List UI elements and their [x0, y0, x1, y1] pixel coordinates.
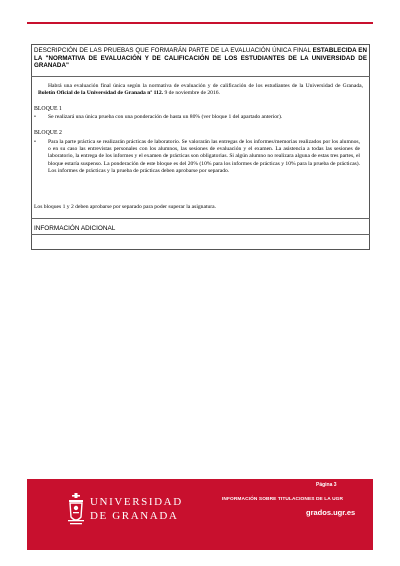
bloque2-bullet-text: Para la parte práctica se realizarán prácticas de laboratorio. Se valorarán las entregas de los informes/memorias realizados por los alumnos, o en su caso las entrevistas personales con los alumnos, las sesiones de evaluación y el examen. La asistencia a todas las sesiones de laboratorio, la entrega de los informes y el examen de prácticas son obligatorias. Si algún alumno no realizara alguna de estas tres partes, el bloque estaría suspenso. La ponderación de este bloque es del 20% (10% para los informes de prácticas y 10% para la prueba de prácticas). Los informes de prácticas y la prueba de prácticas deben aprobarse por separado. — [48, 139, 360, 174]
intro-paragraph — [38, 83, 363, 97]
section-divider — [31, 234, 370, 235]
bloque1-bullet-item — [34, 114, 360, 121]
bloque1-label: BLOQUE 1 — [34, 106, 62, 112]
section-title — [34, 47, 367, 70]
closing-paragraph: Los bloques 1 y 2 deben aprobarse por separado para poder superar la asignatura. — [34, 204, 217, 210]
bloque1-bullet-text: Se realizará una única prueba con una ponderación de hasta un 80% (ver bloque 1 del apartado anterior). — [48, 114, 283, 120]
section-title-line1: DESCRIPCIÓN DE LAS PRUEBAS QUE FORMARÁN PARTE DE LA EVALUACIÓN ÚNICA FINAL — [34, 47, 311, 54]
grados-link[interactable]: grados.ugr.es — [306, 508, 356, 517]
section-divider — [31, 218, 370, 219]
intro-date: 9 de noviembre de 2016. — [163, 90, 220, 97]
page-number: Página 3 — [316, 482, 337, 488]
intro-text: Habrá una evaluación final única según la normativa de evaluación y de calificación de los estudiantes de la Universidad de Granada, — [48, 83, 363, 89]
university-name-line2: DE GRANADA — [90, 510, 179, 522]
top-red-rule — [27, 22, 373, 24]
info-adicional-title: INFORMACIÓN ADICIONAL — [34, 225, 116, 232]
university-name-line1: UNIVERSIDAD — [90, 496, 183, 508]
university-crest-icon — [66, 493, 86, 527]
bullet-icon: • — [34, 114, 36, 120]
section-title-line2: ESTABLECIDA EN LA "NORMATIVA DE EVALUACIÓN Y DE CALIFICACIÓN DE LOS ESTUDIANTES DE LA UNIVERSIDAD DE GRANADA" — [34, 47, 367, 70]
bloque2-bullet-item — [34, 139, 360, 175]
bloque2-label: BLOQUE 2 — [34, 130, 62, 136]
footer-info-line: INFORMACIÓN SOBRE TITULACIONES DE LA UGR — [222, 497, 344, 502]
intro-bold-reference: Boletín Oficial de la Universidad de Granada nº 112. — [38, 90, 164, 97]
section-divider — [31, 76, 370, 77]
bullet-icon: • — [34, 139, 36, 145]
